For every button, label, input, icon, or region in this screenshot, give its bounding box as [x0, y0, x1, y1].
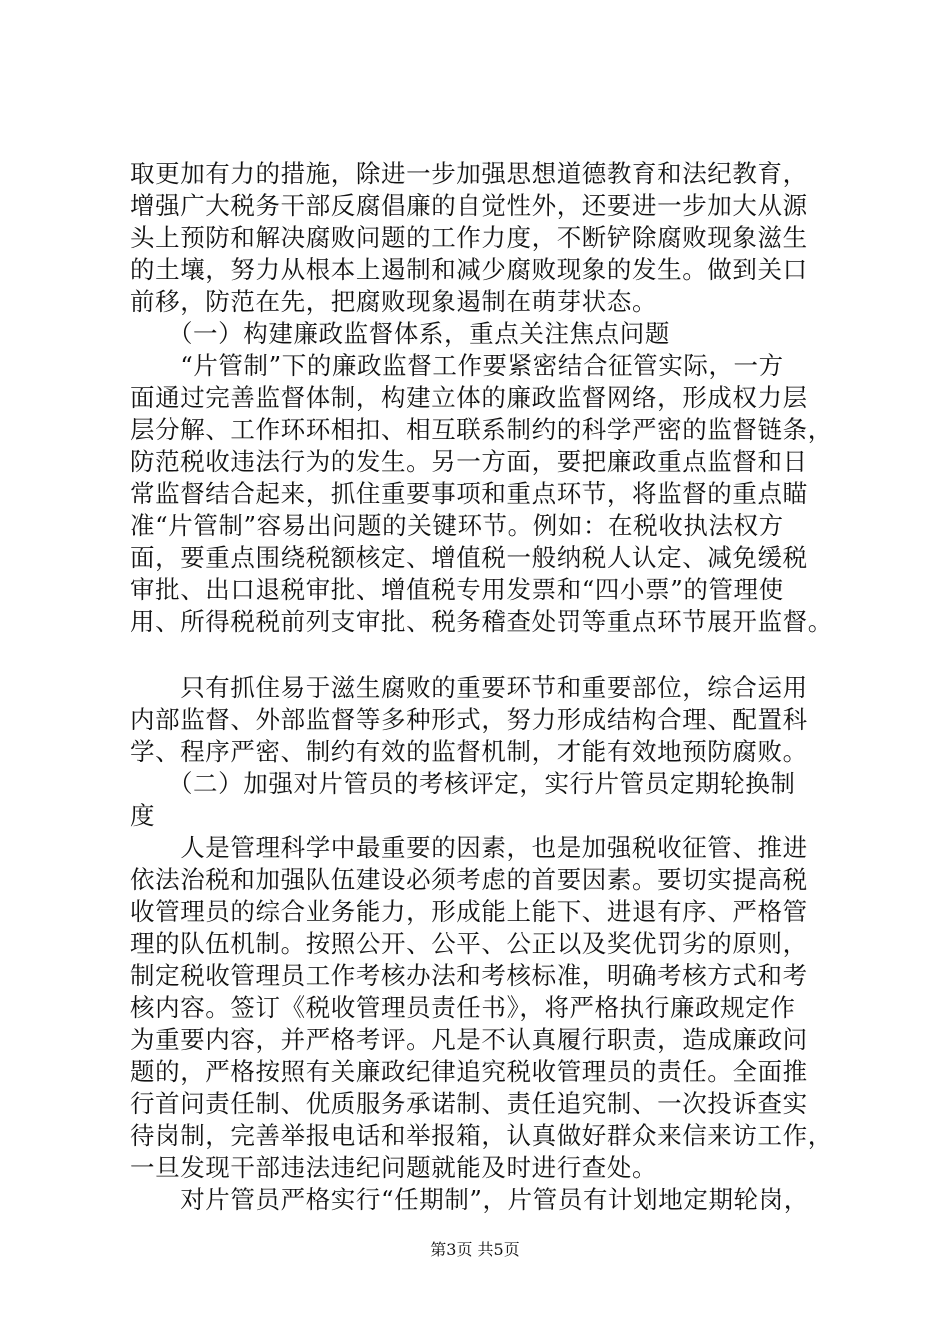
- text-line: 收管理员的综合业务能力，形成能上能下、进退有序、严格管: [130, 897, 808, 926]
- text-line: 人是管理科学中最重要的因素，也是加强税收征管、推进: [130, 833, 808, 862]
- text-line: 取更加有力的措施，除进一步加强思想道德教育和法纪教育，: [130, 159, 808, 188]
- text-line: 度: [130, 801, 156, 830]
- text-line: 只有抓住易于滋生腐败的重要环节和重要部位，综合运用: [130, 673, 808, 702]
- text-line: 常监督结合起来，抓住重要事项和重点环节，将监督的重点瞄: [130, 479, 808, 508]
- text-line: 审批、出口退税审批、增值税专用发票和“四小票”的管理使: [130, 575, 784, 604]
- text-line: 对片管员严格实行“任期制”，片管员有计划地定期轮岗，: [130, 1185, 809, 1214]
- page-footer: 第3页 共5页: [430, 1240, 520, 1259]
- text-line: 用、所得税税前列支审批、税务稽查处罚等重点环节展开监督。: [130, 607, 833, 636]
- text-line: 防范税收违法行为的发生。另一方面，要把廉政重点监督和日: [130, 447, 808, 476]
- text-line: “片管制”下的廉政监督工作要紧密结合征管实际，一方: [130, 351, 784, 380]
- text-line: （二）加强对片管员的考核评定，实行片管员定期轮换制: [130, 769, 796, 798]
- text-line: 理的队伍机制。按照公开、公平、公正以及奖优罚劣的原则，: [130, 929, 808, 958]
- paragraph-gap: [130, 638, 850, 672]
- text-line: 的土壤，努力从根本上遏制和减少腐败现象的发生。做到关口: [130, 255, 808, 284]
- text-line: 核内容。签订《税收管理员责任书》，将严格执行廉政规定作: [130, 993, 796, 1022]
- text-line: 待岗制，完善举报电话和举报箱，认真做好群众来信来访工作，: [130, 1121, 833, 1150]
- text-line: 一旦发现干部违法违纪问题就能及时进行查处。: [130, 1153, 658, 1182]
- text-line: 制定税收管理员工作考核办法和考核标准，明确考核方式和考: [130, 961, 808, 990]
- text-line: 内部监督、外部监督等多种形式，努力形成结构合理、配置科: [130, 705, 808, 734]
- text-line: 头上预防和解决腐败问题的工作力度，不断铲除腐败现象滋生: [130, 223, 808, 252]
- text-line: 为重要内容，并严格考评。凡是不认真履行职责，造成廉政问: [130, 1025, 808, 1054]
- text-line: 层分解、工作环环相扣、相互联系制约的科学严密的监督链条，: [130, 415, 833, 444]
- text-line: 增强广大税务干部反腐倡廉的自觉性外，还要进一步加大从源: [130, 191, 808, 220]
- text-line: 行首问责任制、优质服务承诺制、责任追究制、一次投诉查实: [130, 1089, 808, 1118]
- text-line: 依法治税和加强队伍建设必须考虑的首要因素。要切实提高税: [130, 865, 808, 894]
- text-line: 准“片管制”容易出问题的关键环节。例如：在税收执法权方: [130, 511, 784, 540]
- document-body: [130, 158, 850, 1216]
- text-line: 题的，严格按照有关廉政纪律追究税收管理员的责任。全面推: [130, 1057, 808, 1086]
- text-line: 前移，防范在先，把腐败现象遏制在萌芽状态。: [130, 287, 658, 316]
- text-line: 面通过完善监督体制，构建立体的廉政监督网络，形成权力层: [130, 383, 808, 412]
- text-line: 学、程序严密、制约有效的监督机制，才能有效地预防腐败。: [130, 737, 808, 766]
- text-line: （一）构建廉政监督体系，重点关注焦点问题: [130, 319, 670, 348]
- text-line: 面，要重点围绕税额核定、增值税一般纳税人认定、减免缓税: [130, 543, 808, 572]
